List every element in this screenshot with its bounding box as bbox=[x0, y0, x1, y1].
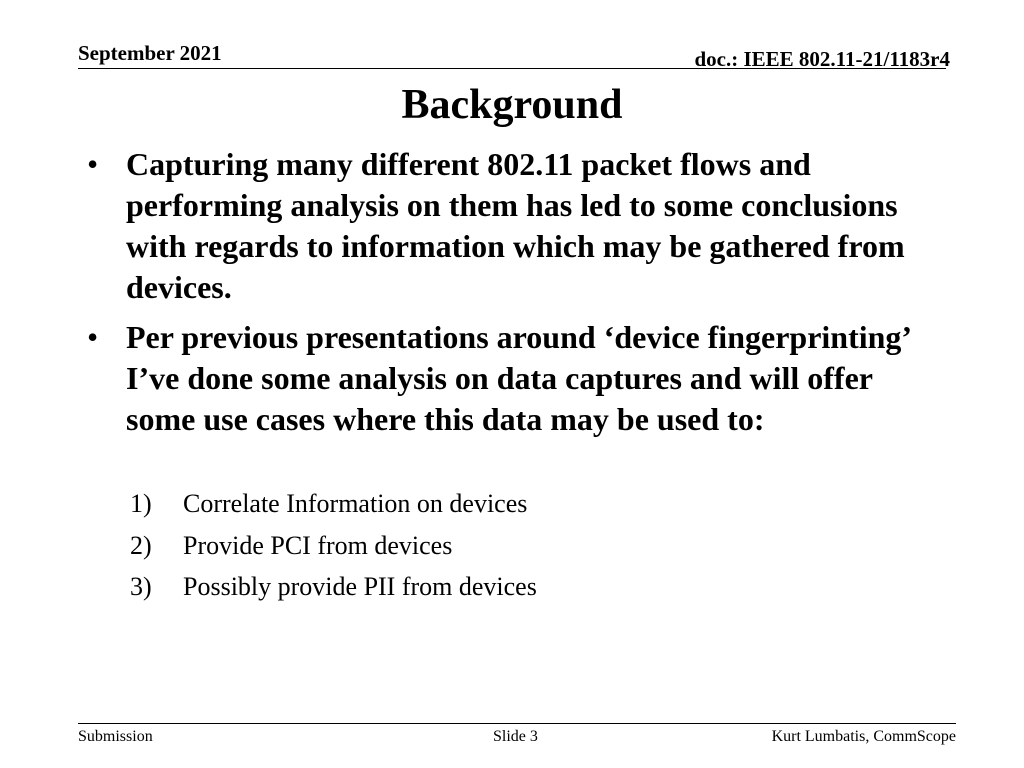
header-document-id: doc.: IEEE 802.11-21/1183r4 bbox=[694, 47, 950, 71]
slide-title: Background bbox=[401, 82, 623, 128]
bullet-text: Capturing many different 802.11 packet flows and performing analysis on them has led to some conclusions with regards to information which may be gathered from devices. bbox=[126, 146, 905, 305]
numbered-item-text: Provide PCI from devices bbox=[183, 530, 453, 560]
bullet-list bbox=[87, 144, 947, 449]
header-date: September 2021 bbox=[78, 41, 222, 65]
bullet-item bbox=[87, 144, 947, 308]
numbered-item bbox=[130, 483, 537, 525]
numbered-item bbox=[130, 566, 537, 608]
numbered-item bbox=[130, 525, 537, 567]
numbered-item-text: Possibly provide PII from devices bbox=[183, 572, 537, 601]
bullet-text: Per previous presentations around ‘device fingerprinting’ I’ve done some analysis on data captures and will offer some use cases where this data may be used to: bbox=[126, 319, 910, 437]
footer-divider bbox=[78, 723, 956, 724]
numbered-item-text: Correlate Information on devices bbox=[183, 489, 528, 518]
footer-submission: Submission bbox=[78, 728, 153, 745]
footer-slide-number: Slide 3 bbox=[493, 728, 538, 745]
footer-author: Kurt Lumbatis, CommScope bbox=[771, 728, 956, 745]
number-marker: 2) bbox=[130, 530, 152, 560]
numbered-list bbox=[130, 483, 537, 608]
number-marker: 3) bbox=[130, 572, 152, 601]
bullet-item bbox=[87, 317, 947, 440]
number-marker: 1) bbox=[130, 489, 152, 518]
header-divider bbox=[78, 68, 946, 69]
bullet-marker: • bbox=[87, 146, 99, 182]
bullet-marker: • bbox=[87, 319, 99, 355]
